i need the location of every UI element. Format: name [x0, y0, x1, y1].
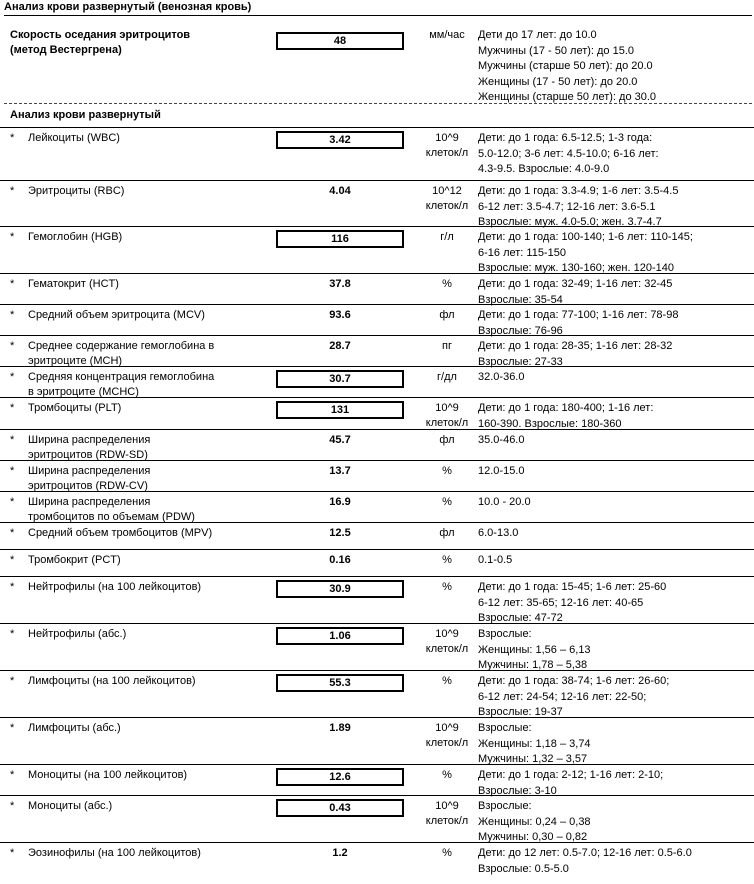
- reference-line: 6-12 лет: 24-54; 12-16 лет: 22-50;: [478, 690, 647, 703]
- table-row: [0, 366, 754, 398]
- test-name-line: Лейкоциты (WBC): [28, 132, 120, 144]
- reference-range: [478, 846, 752, 877]
- reference-line: Взрослые: 27-33: [478, 355, 563, 368]
- row-marker: *: [10, 675, 15, 687]
- test-name-line: Средняя концентрация гемоглобина: [28, 371, 215, 383]
- flagged-result-value: 12.6: [276, 768, 404, 786]
- unit-line: клеток/л: [425, 147, 469, 159]
- table-row: [0, 335, 754, 367]
- row-marker: *: [10, 722, 15, 734]
- table-row: [0, 460, 754, 492]
- flagged-result-value: 3.42: [276, 131, 404, 149]
- flagged-result-value: 0.43: [276, 799, 404, 817]
- result-value: 37.8: [329, 278, 351, 290]
- row-marker: *: [10, 132, 15, 144]
- unit: [416, 721, 478, 751]
- unit-line: %: [442, 581, 452, 593]
- unit: [416, 184, 478, 214]
- reference-range: [478, 799, 752, 846]
- test-name-line: Нейтрофилы (абс.): [28, 628, 127, 640]
- reference-range: [478, 370, 752, 386]
- unit-line: %: [442, 847, 452, 859]
- esr-reference: [478, 28, 748, 106]
- unit: [416, 131, 478, 161]
- test-name: [28, 799, 268, 814]
- reference-line: Дети: до 1 года: 2-12; 1-16 лет: 2-10;: [478, 769, 664, 781]
- reference-range: [478, 433, 752, 449]
- reference-line: Взрослые: 0.5-5.0: [478, 862, 569, 875]
- esr-name-line: (метод Вестергрена): [10, 44, 122, 56]
- reference-line: 12.0-15.0: [478, 465, 525, 477]
- reference-line: Мужчины: 0,30 – 0,82: [478, 831, 588, 844]
- esr-reference-line: Мужчины (17 - 50 лет): до 15.0: [478, 44, 635, 57]
- unit: [416, 768, 478, 783]
- test-name: [28, 131, 268, 146]
- reference-range: [478, 721, 752, 768]
- test-name: [28, 370, 268, 400]
- unit: [416, 526, 478, 541]
- row-marker: *: [10, 340, 15, 352]
- table-row: [0, 764, 754, 796]
- test-name-line: Эозинофилы (на 100 лейкоцитов): [28, 847, 201, 859]
- unit: [416, 674, 478, 689]
- flagged-result-value: 116: [276, 230, 404, 248]
- reference-line: Взрослые: 35-54: [478, 293, 563, 306]
- row-marker: *: [10, 231, 15, 243]
- reference-line: 5.0-12.0; 3-6 лет: 4.5-10.0; 6-16 лет:: [478, 147, 659, 160]
- unit-line: 10^9: [435, 722, 459, 734]
- test-name: [28, 401, 268, 416]
- row-marker: *: [10, 309, 15, 321]
- row-marker: *: [10, 496, 15, 508]
- test-name-line: Средний объем эритроцита (MCV): [28, 309, 205, 321]
- reference-range: [478, 627, 752, 674]
- row-marker: *: [10, 371, 15, 383]
- test-name: [28, 464, 268, 494]
- reference-line: 32.0-36.0: [478, 371, 525, 383]
- reference-line: Мужчины: 1,32 – 3,57: [478, 753, 588, 766]
- reference-range: [478, 674, 752, 721]
- test-name-line: Среднее содержание гемоглобина в: [28, 340, 215, 352]
- test-name-line: в эритроците (MCHC): [28, 386, 139, 398]
- row-marker: *: [10, 278, 15, 290]
- row-marker: *: [10, 434, 15, 446]
- reference-range: [478, 526, 752, 542]
- unit-line: 10^9: [435, 800, 459, 812]
- test-name: [28, 674, 268, 689]
- row-marker: *: [10, 769, 15, 781]
- test-name-line: Гемоглобин (HGB): [28, 231, 123, 243]
- unit-line: клеток/л: [425, 815, 469, 827]
- unit-line: %: [442, 278, 452, 290]
- unit-line: %: [442, 554, 452, 566]
- result-value: 0.16: [329, 554, 351, 566]
- unit-line: клеток/л: [425, 737, 469, 749]
- test-name: [28, 277, 268, 292]
- unit: [416, 433, 478, 448]
- table-row: [0, 670, 754, 718]
- test-name: [28, 495, 268, 525]
- result-value: 28.7: [329, 340, 351, 352]
- reference-line: 35.0-46.0: [478, 434, 525, 446]
- row-marker: *: [10, 527, 15, 539]
- unit: [416, 277, 478, 292]
- test-name: [28, 627, 268, 642]
- reference-line: Дети: до 1 года: 180-400; 1-16 лет:: [478, 402, 654, 414]
- row-marker: *: [10, 185, 15, 197]
- result-value: 4.04: [329, 185, 351, 197]
- row-marker: *: [10, 581, 15, 593]
- unit: [416, 799, 478, 829]
- result-value: 1.2: [332, 847, 348, 859]
- table-row: [0, 522, 754, 550]
- unit-line: пг: [442, 340, 452, 352]
- test-name-line: эритроците (MCH): [28, 355, 123, 367]
- reference-line: Взрослые:: [478, 722, 532, 734]
- unit: [416, 401, 478, 431]
- reference-line: Дети: до 1 года: 28-35; 1-16 лет: 28-32: [478, 340, 673, 352]
- test-name-line: Моноциты (на 100 лейкоцитов): [28, 769, 188, 781]
- unit: [416, 580, 478, 595]
- test-name: [28, 721, 268, 736]
- reference-range: [478, 230, 752, 277]
- reference-range: [478, 184, 752, 231]
- unit: [416, 627, 478, 657]
- flagged-result-value: 30.9: [276, 580, 404, 598]
- esr-reference-line: Дети до 17 лет: до 10.0: [478, 29, 597, 41]
- reference-line: Женщины: 1,56 – 6,13: [478, 643, 591, 656]
- unit-line: фл: [439, 527, 455, 539]
- esr-reference-line: Мужчины (старше 50 лет): до 20.0: [478, 60, 653, 73]
- flagged-result-value: 30.7: [276, 370, 404, 388]
- reference-line: Дети: до 1 года: 77-100; 1-16 лет: 78-98: [478, 309, 679, 321]
- reference-line: 0.1-0.5: [478, 554, 513, 566]
- test-name: [28, 846, 268, 861]
- reference-line: Дети: до 1 года: 38-74; 1-6 лет: 26-60;: [478, 675, 670, 687]
- reference-line: Взрослые: муж. 4.0-5.0; жен. 3.7-4.7: [478, 216, 662, 229]
- unit: [416, 370, 478, 385]
- table-row: [0, 304, 754, 336]
- test-name-line: Ширина распределения: [28, 434, 151, 446]
- table-row: [0, 127, 754, 181]
- reference-line: 4.3-9.5. Взрослые: 4.0-9.0: [478, 163, 610, 176]
- test-name-line: Тромбоциты (PLT): [28, 402, 122, 414]
- table-row: [0, 842, 754, 884]
- test-name-line: Ширина распределения: [28, 465, 151, 477]
- section-title: Анализ крови развернутый: [10, 109, 161, 121]
- unit-line: %: [442, 675, 452, 687]
- test-name: [28, 433, 268, 463]
- result-value: 45.7: [329, 434, 351, 446]
- unit: [416, 230, 478, 245]
- esr-reference-line: Женщины (старше 50 лет): до 30.0: [478, 91, 657, 104]
- flagged-result-value: 1.06: [276, 627, 404, 645]
- test-name: [28, 768, 268, 783]
- table-row: [0, 180, 754, 227]
- row-marker: *: [10, 402, 15, 414]
- reference-range: [478, 464, 752, 480]
- result-value: 13.7: [329, 465, 351, 477]
- test-name-line: эритроцитов (RDW-CV): [28, 480, 148, 492]
- unit-line: клеток/л: [425, 643, 469, 655]
- reference-line: Дети: до 1 года: 15-45; 1-6 лет: 25-60: [478, 581, 667, 593]
- reference-range: [478, 553, 752, 569]
- reference-line: Взрослые: 3-10: [478, 784, 557, 797]
- reference-line: 6.0-13.0: [478, 527, 519, 539]
- reference-line: Мужчины: 1,78 – 5,38: [478, 659, 588, 672]
- result-value: 93.6: [329, 309, 351, 321]
- row-marker: *: [10, 800, 15, 812]
- reference-range: [478, 401, 752, 432]
- test-name: [28, 553, 268, 568]
- reference-line: Взрослые: 19-37: [478, 706, 563, 719]
- unit-line: г/л: [440, 231, 454, 243]
- test-name-line: Эритроциты (RBC): [28, 185, 125, 197]
- table-row: [0, 397, 754, 430]
- reference-line: Дети: до 1 года: 3.3-4.9; 1-6 лет: 3.5-4.5: [478, 185, 679, 197]
- reference-range: [478, 131, 752, 178]
- unit: [416, 495, 478, 510]
- section-divider: [4, 103, 752, 104]
- unit-line: фл: [439, 434, 455, 446]
- unit-line: 10^9: [435, 628, 459, 640]
- row-marker: *: [10, 847, 15, 859]
- test-name-line: Ширина распределения: [28, 496, 151, 508]
- table-row: [0, 795, 754, 843]
- reference-line: Взрослые: 76-96: [478, 324, 563, 337]
- test-name: [28, 339, 268, 369]
- unit-line: 10^9: [435, 132, 459, 144]
- reference-line: Женщины: 1,18 – 3,74: [478, 737, 591, 750]
- unit-line: г/дл: [437, 371, 457, 383]
- unit-line: фл: [439, 309, 455, 321]
- test-name-line: эритроцитов (RDW-SD): [28, 449, 148, 461]
- esr-value: 48: [276, 32, 404, 50]
- table-row: [0, 273, 754, 305]
- reference-line: Женщины: 0,24 – 0,38: [478, 815, 591, 828]
- unit-line: %: [442, 465, 452, 477]
- test-name-line: Тромбокрит (PCT): [28, 554, 121, 566]
- table-row: [0, 549, 754, 577]
- test-name: [28, 184, 268, 199]
- test-name-line: Гематокрит (HCT): [28, 278, 119, 290]
- unit-line: клеток/л: [425, 417, 469, 429]
- esr-reference-line: Женщины (17 - 50 лет): до 20.0: [478, 75, 638, 88]
- test-name: [28, 308, 268, 323]
- row-marker: *: [10, 554, 15, 566]
- test-name-line: Средний объем тромбоцитов (MPV): [28, 527, 213, 539]
- table-row: [0, 576, 754, 624]
- row-marker: *: [10, 465, 15, 477]
- reference-range: [478, 580, 752, 627]
- reference-line: 6-16 лет: 115-150: [478, 246, 566, 259]
- reference-line: Взрослые:: [478, 628, 532, 640]
- test-name-line: Лимфоциты (на 100 лейкоцитов): [28, 675, 196, 687]
- flagged-result-value: 55.3: [276, 674, 404, 692]
- flagged-result-value: 131: [276, 401, 404, 419]
- esr-unit: мм/час: [429, 29, 465, 41]
- test-name: [28, 230, 268, 245]
- reference-line: Дети: до 1 года: 100-140; 1-6 лет: 110-145;: [478, 231, 693, 243]
- reference-line: Дети: до 12 лет: 0.5-7.0; 12-16 лет: 0.5-6.0: [478, 847, 692, 859]
- unit: [416, 308, 478, 323]
- reference-line: Дети: до 1 года: 6.5-12.5; 1-3 года:: [478, 132, 653, 144]
- reference-line: Взрослые: муж. 130-160; жен. 120-140: [478, 262, 674, 275]
- reference-range: [478, 495, 752, 511]
- result-value: 1.89: [329, 722, 351, 734]
- esr-name: [10, 28, 270, 58]
- row-marker: *: [10, 628, 15, 640]
- reference-line: Дети: до 1 года: 32-49; 1-16 лет: 32-45: [478, 278, 673, 290]
- result-value: 16.9: [329, 496, 351, 508]
- result-value: 12.5: [329, 527, 351, 539]
- unit: [416, 464, 478, 479]
- reference-line: 6-12 лет: 3.5-4.7; 12-16 лет: 3.6-5.1: [478, 200, 656, 213]
- table-row: [0, 226, 754, 274]
- unit-line: клеток/л: [425, 200, 469, 212]
- reference-line: 160-390. Взрослые: 180-360: [478, 417, 622, 430]
- table-row: [0, 717, 754, 765]
- unit-line: %: [442, 496, 452, 508]
- test-name-line: Нейтрофилы (на 100 лейкоцитов): [28, 581, 202, 593]
- unit: [416, 339, 478, 354]
- page-title: Анализ крови развернутый (венозная кровь): [4, 0, 752, 16]
- test-name-line: тромбоцитов по объемам (PDW): [28, 511, 195, 523]
- table-row: [0, 623, 754, 671]
- reference-line: 10.0 - 20.0: [478, 496, 531, 508]
- unit-line: 10^12: [432, 185, 462, 197]
- test-name: [28, 526, 268, 541]
- table-row: [0, 429, 754, 461]
- esr-name-line: Скорость оседания эритроцитов: [10, 29, 191, 41]
- reference-line: 6-12 лет: 35-65; 12-16 лет: 40-65: [478, 596, 644, 609]
- reference-line: Взрослые: 47-72: [478, 612, 563, 625]
- unit: [416, 553, 478, 568]
- unit-line: 10^9: [435, 402, 459, 414]
- esr-row: [0, 24, 754, 104]
- unit: [416, 846, 478, 861]
- unit-line: %: [442, 769, 452, 781]
- test-name: [28, 580, 268, 595]
- test-name-line: Лимфоциты (абс.): [28, 722, 121, 734]
- reference-line: Взрослые:: [478, 800, 532, 812]
- test-name-line: Моноциты (абс.): [28, 800, 113, 812]
- table-row: [0, 491, 754, 523]
